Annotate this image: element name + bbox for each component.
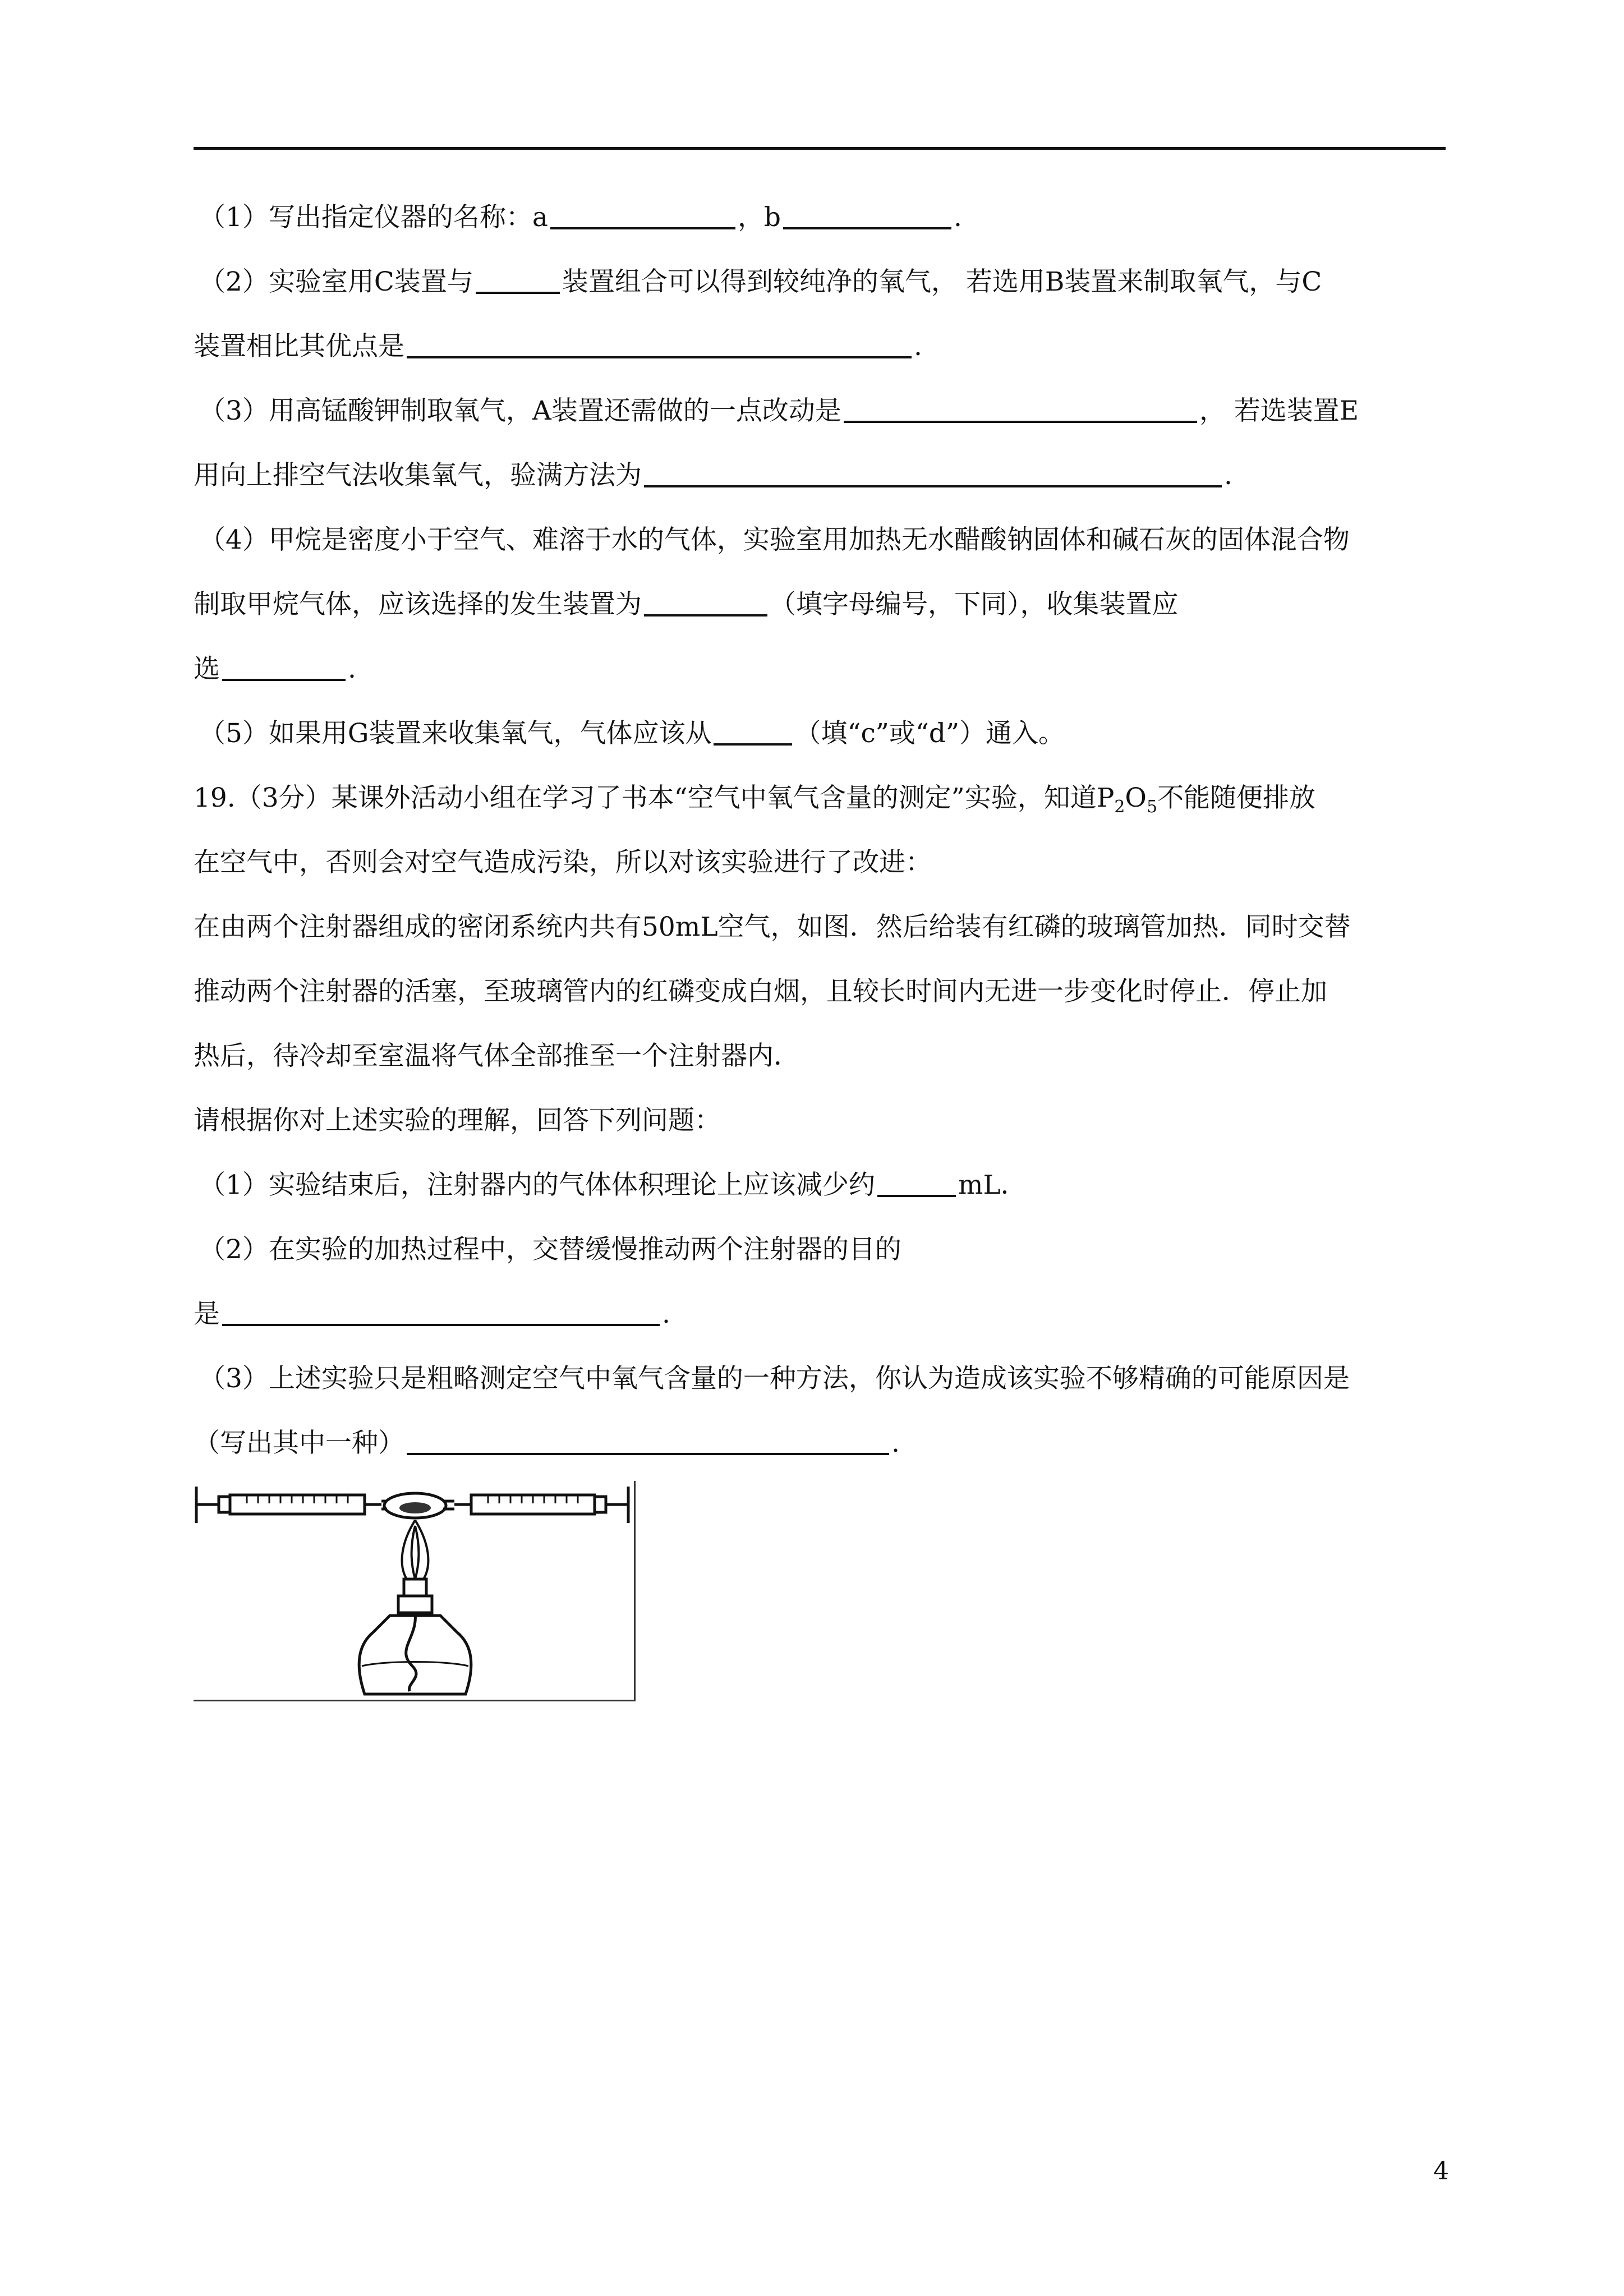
q18-part2-line1: （2）实验室用C装置与 装置组合可以得到较纯净的氧气， 若选用B装置来制取氧气，与C (194, 250, 1446, 314)
answer-blank[interactable] (877, 1166, 956, 1197)
q19-description-line3: 热后，待冷却至室温将气体全部推至一个注射器内． (194, 1041, 800, 1071)
q18-part4-line2: 制取甲烷气体，应该选择的发生装置为 （填字母编号，下同），收集装置应 (194, 572, 1446, 637)
apparatus-figure (194, 1481, 636, 1701)
right-syringe (454, 1487, 628, 1523)
red-phosphorus (399, 1502, 431, 1513)
answer-blank[interactable] (476, 263, 560, 294)
question-content (194, 185, 1446, 1475)
q19-part2-line1: （2）在实验的加热过程中，交替缓慢推动两个注射器的目的 (199, 1234, 901, 1265)
answer-blank-a[interactable] (550, 198, 735, 229)
q19-part1: （1）实验结束后，注射器内的气体体积理论上应该减少约 mL． (194, 1153, 1446, 1217)
alcohol-lamp (359, 1579, 471, 1694)
answer-blank[interactable] (844, 392, 1197, 423)
q19-part3-line1: （3）上述实验只是粗略测定空气中氧气含量的一种方法，你认为造成该实验不够精确的可能原因是 (199, 1363, 1350, 1394)
answer-blank[interactable] (407, 1424, 889, 1455)
q18-part2-line2: 装置相比其优点是 . (194, 314, 1446, 379)
header-rule (194, 147, 1446, 150)
q18-part5: （5）如果用G装置来收集氧气，气体应该从 （填“c”或“d”）通入。 (194, 701, 1446, 766)
answer-blank[interactable] (644, 585, 767, 616)
q18-part1: （1）写出指定仪器的名称：a ，b . (194, 185, 1446, 250)
answer-blank[interactable] (222, 1295, 660, 1326)
answer-blank[interactable] (407, 327, 912, 358)
syringe-apparatus-illustration (194, 1481, 634, 1700)
flame (402, 1520, 429, 1579)
answer-blank-b[interactable] (783, 198, 951, 229)
answer-blank[interactable] (644, 456, 1222, 487)
q19-part2-line2: 是 . (194, 1282, 1446, 1346)
left-syringe (196, 1487, 381, 1523)
q18-part3-line1: （3）用高锰酸钾制取氧气，A装置还需做的一点改动是 ， 若选装置E (194, 379, 1446, 443)
answer-blank[interactable] (714, 714, 792, 746)
q19-intro-line2: 在空气中，否则会对空气造成污染，所以对该实验进行了改进： (194, 847, 932, 878)
q19-part3-line2: （写出其中一种） . (194, 1411, 1446, 1475)
answer-blank[interactable] (222, 650, 346, 681)
page-number: 4 (1433, 2157, 1449, 2185)
q18-part4-line1: （4）甲烷是密度小于空气、难溶于水的气体，实验室用加热无水醋酸钠固体和碱石灰的固体混合物 (199, 524, 1350, 555)
q19-intro-line1: 19.（3分）某课外活动小组在学习了书本“空气中氧气含量的测定”实验，知道$P_2O_5$不能随便排放 (194, 783, 1316, 817)
q19-description-line2: 推动两个注射器的活塞，至玻璃管内的红磷变成白烟，且较长时间内无进一步变化时停止．停止加 (194, 976, 1327, 1007)
q19-prompt: 请根据你对上述实验的理解，回答下列问题： (194, 1105, 721, 1136)
q18-part4-line3: 选 . (194, 637, 1446, 701)
q18-part3-line2: 用向上排空气法收集氧气，验满方法为 . (194, 443, 1446, 508)
q19-description-line1: 在由两个注射器组成的密闭系统内共有50mL空气，如图．然后给装有红磷的玻璃管加热．同时交替 (194, 912, 1351, 942)
